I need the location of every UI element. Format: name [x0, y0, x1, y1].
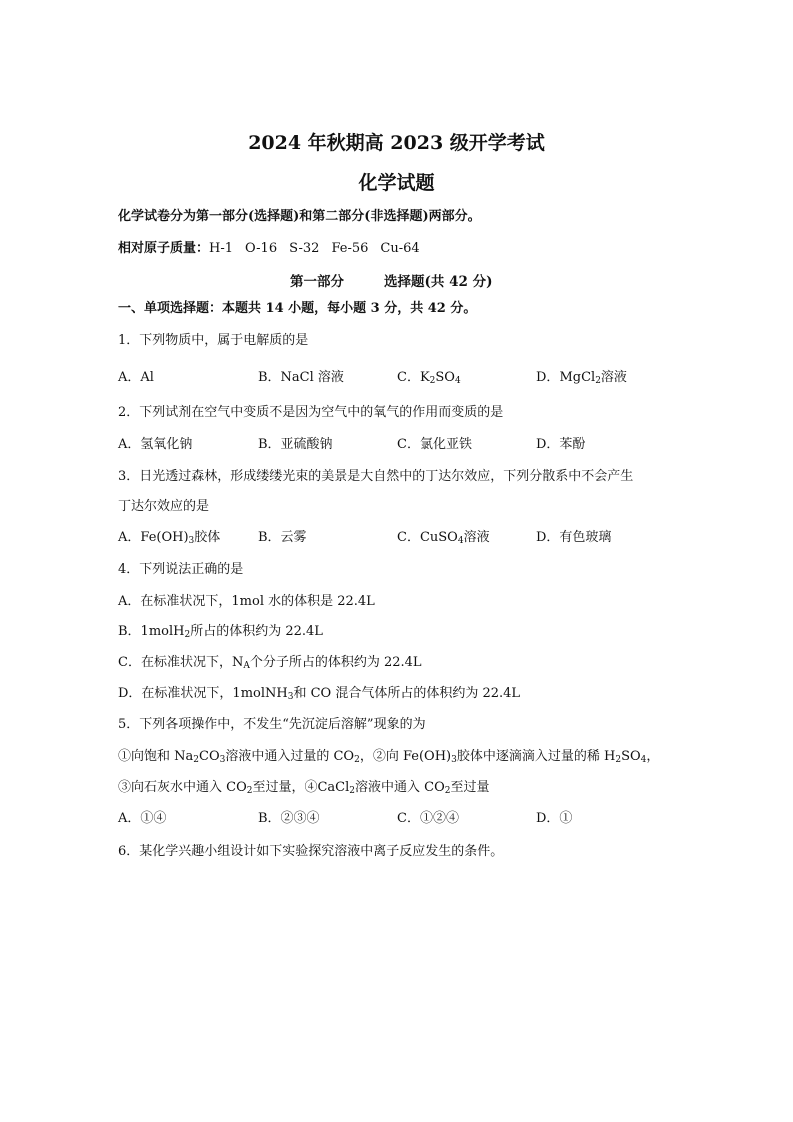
question-1-option-a: A．Al: [118, 370, 154, 385]
question-6-stem: 6．某化学兴趣小组设计如下实验探究溶液中离子反应发生的条件。: [118, 844, 504, 859]
question-4-option-a: A．在标准状况下，1mol 水的体积是 22.4L: [118, 594, 375, 609]
question-4-stem: 4．下列说法正确的是: [118, 562, 244, 577]
mass-h: H-1: [209, 241, 234, 256]
section-heading: [290, 270, 492, 290]
exam-description: 化学试卷分为第一部分(选择题)和第二部分(非选择题)两部分。: [118, 209, 481, 224]
question-3-stem-line1: 3．日光透过森林，形成缕缕光束的美景是大自然中的丁达尔效应，下列分散系中不会产生: [118, 469, 634, 484]
question-5-option-b: B．②③④: [258, 811, 320, 826]
question-5-option-c: C．①②④: [397, 811, 459, 826]
mass-s: S-32: [289, 241, 320, 256]
question-5-item-line2: ③向石灰水中通入 $CO_2$至过量，④CaCl$_2$溶液中通入 $CO_2$至过量: [118, 780, 490, 796]
question-4-option-b: B．1molH$_2$所占的体积约为 22.4L: [118, 624, 323, 640]
question-2-stem: 2．下列试剂在空气中变质不是因为空气中的氧气的作用而变质的是: [118, 405, 504, 420]
question-2-option-b: B．亚硫酸钠: [258, 437, 333, 452]
mass-fe: Fe-56: [331, 241, 369, 256]
subject-title: 化学试题: [358, 172, 435, 194]
exam-title: 2024 年秋期高 2023 级开学考试: [248, 132, 545, 154]
atomic-mass-line: [118, 240, 432, 258]
section-name: 选择题(共 42 分): [384, 274, 493, 290]
question-2-option-a: A．氢氧化钠: [118, 437, 193, 452]
question-1-option-b: B．NaCl 溶液: [258, 370, 344, 385]
question-5-stem: 5．下列各项操作中，不发生“先沉淀后溶解”现象的为: [118, 717, 426, 732]
question-3-option-d: D．有色玻璃: [536, 530, 612, 545]
question-3-option-c: C．CuSO$_4$溶液: [397, 530, 490, 546]
question-1-option-c: C．$K_2SO_4$: [397, 370, 461, 386]
question-5-option-a: A．①④: [118, 811, 167, 826]
question-2-option-c: C．氯化亚铁: [397, 437, 472, 452]
section-part: 第一部分: [290, 274, 344, 290]
mass-cu: Cu-64: [380, 241, 420, 256]
question-4-option-c: C．在标准状况下，$N_A$个分子所占的体积约为 22.4L: [118, 655, 422, 671]
question-5-item-line1: ①向饱和 $Na_2CO_3$溶液中通入过量的 $CO_2$，②向 $Fe(OH)_3$胶体中逐滴滴入过量的稀 $H_2SO_4$，: [118, 749, 660, 765]
question-4-option-d: D．在标准状况下，1molNH$_3$和 CO 混合气体所占的体积约为 22.4L: [118, 686, 521, 702]
question-3-stem-line2: 丁达尔效应的是: [118, 499, 210, 514]
question-2-option-d: D．苯酚: [536, 437, 586, 452]
question-3-option-b: B．云雾: [258, 530, 307, 545]
section-instruction: 一、单项选择题：本题共 14 小题，每小题 3 分，共 42 分。: [118, 301, 477, 316]
question-5-option-d: D．①: [536, 811, 573, 826]
mass-o: O-16: [245, 241, 278, 256]
question-3-option-a: A．$Fe(OH)_3$胶体: [118, 530, 221, 546]
question-1-stem: 1．下列物质中，属于电解质的是: [118, 333, 309, 348]
question-1-option-d: D．MgCl$_2$溶液: [536, 370, 627, 386]
atomic-mass-label: 相对原子质量：: [118, 241, 210, 256]
